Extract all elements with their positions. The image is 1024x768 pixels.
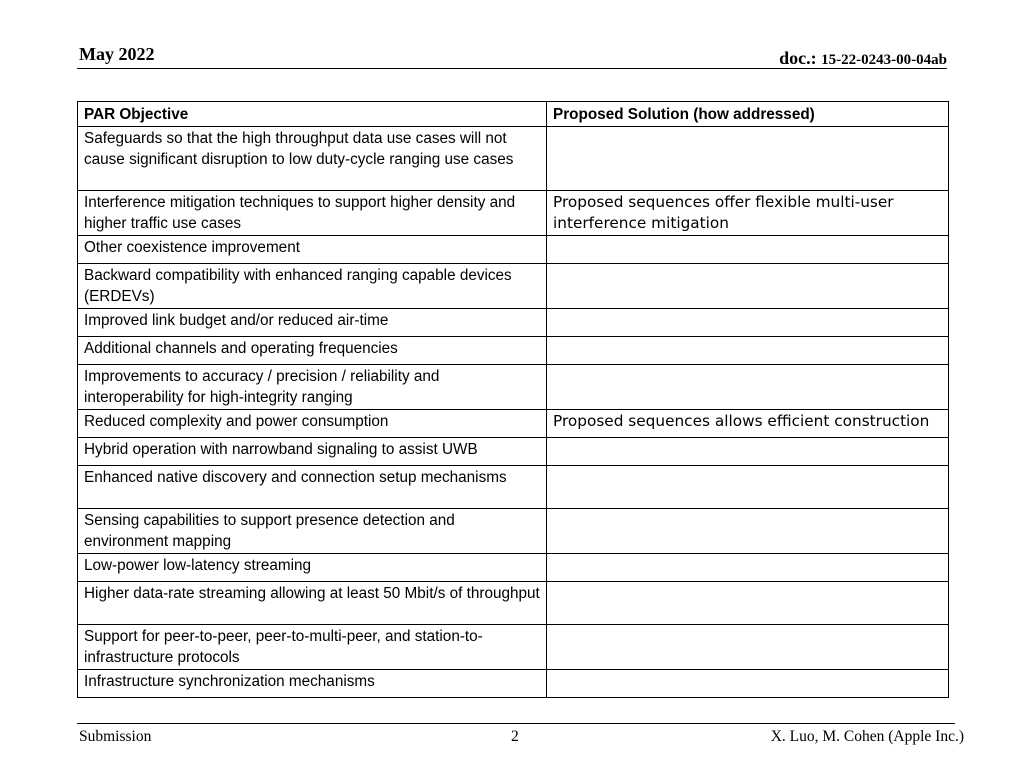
solution-cell (547, 126, 949, 190)
objective-cell: Interference mitigation techniques to support higher density and higher traffic use cases (78, 190, 547, 235)
solution-cell: Proposed sequences offer flexible multi-user interference mitigation (547, 190, 949, 235)
table-row (78, 581, 949, 624)
objective-cell: Additional channels and operating frequencies (78, 336, 547, 364)
objective-cell: Improvements to accuracy / precision / reliability and interoperability for high-integrity ranging (78, 364, 547, 409)
objective-cell: Hybrid operation with narrowband signaling to assist UWB (78, 437, 547, 465)
header-rule (77, 68, 947, 69)
table-row (78, 508, 949, 553)
table-row (78, 409, 949, 437)
solution-cell (547, 235, 949, 263)
solution-cell (547, 465, 949, 508)
doc-number: 15-22-0243-00-04ab (821, 52, 947, 68)
table-row (78, 126, 949, 190)
solution-cell (547, 263, 949, 308)
par-objectives-table (77, 101, 949, 698)
objective-cell: Other coexistence improvement (78, 235, 547, 263)
table-row (78, 364, 949, 409)
objective-cell: Low-power low-latency streaming (78, 553, 547, 581)
objective-cell: Reduced complexity and power consumption (78, 409, 547, 437)
solution-cell (547, 364, 949, 409)
solution-cell (547, 581, 949, 624)
solution-cell (547, 308, 949, 336)
header-doc-id (779, 48, 947, 69)
doc-label: doc.: (779, 48, 817, 68)
table-row (78, 624, 949, 669)
solution-cell (547, 669, 949, 697)
table-row (78, 308, 949, 336)
objective-cell: Higher data-rate streaming allowing at least 50 Mbit/s of throughput (78, 581, 547, 624)
footer-rule (77, 723, 955, 724)
solution-cell: Proposed sequences allows efficient construction (547, 409, 949, 437)
objective-cell: Enhanced native discovery and connection setup mechanisms (78, 465, 547, 508)
header-date: May 2022 (79, 44, 155, 64)
table-row (78, 190, 949, 235)
table-row (78, 437, 949, 465)
objective-cell: Safeguards so that the high throughput data use cases will not cause significant disruption to low duty-cycle ranging use cases (78, 126, 547, 190)
solution-cell (547, 437, 949, 465)
table-row (78, 669, 949, 697)
solution-cell (547, 624, 949, 669)
table-body (78, 126, 949, 697)
table-header-row (78, 102, 949, 127)
footer-authors: X. Luo, M. Cohen (Apple Inc.) (770, 728, 964, 745)
objective-cell: Sensing capabilities to support presence detection and environment mapping (78, 508, 547, 553)
objective-cell: Support for peer-to-peer, peer-to-multi-peer, and station-to-infrastructure protocols (78, 624, 547, 669)
table-row (78, 553, 949, 581)
footer-submission: Submission (79, 728, 152, 745)
solution-cell (547, 553, 949, 581)
table-row (78, 235, 949, 263)
solution-cell (547, 508, 949, 553)
column-header-objective: PAR Objective (78, 102, 547, 127)
objective-cell: Infrastructure synchronization mechanisms (78, 669, 547, 697)
solution-cell (547, 336, 949, 364)
objective-cell: Improved link budget and/or reduced air-time (78, 308, 547, 336)
table-row (78, 263, 949, 308)
table-row (78, 336, 949, 364)
objective-cell: Backward compatibility with enhanced ranging capable devices (ERDEVs) (78, 263, 547, 308)
table-row (78, 465, 949, 508)
column-header-solution: Proposed Solution (how addressed) (547, 102, 949, 127)
footer-page-number: 2 (511, 728, 519, 745)
